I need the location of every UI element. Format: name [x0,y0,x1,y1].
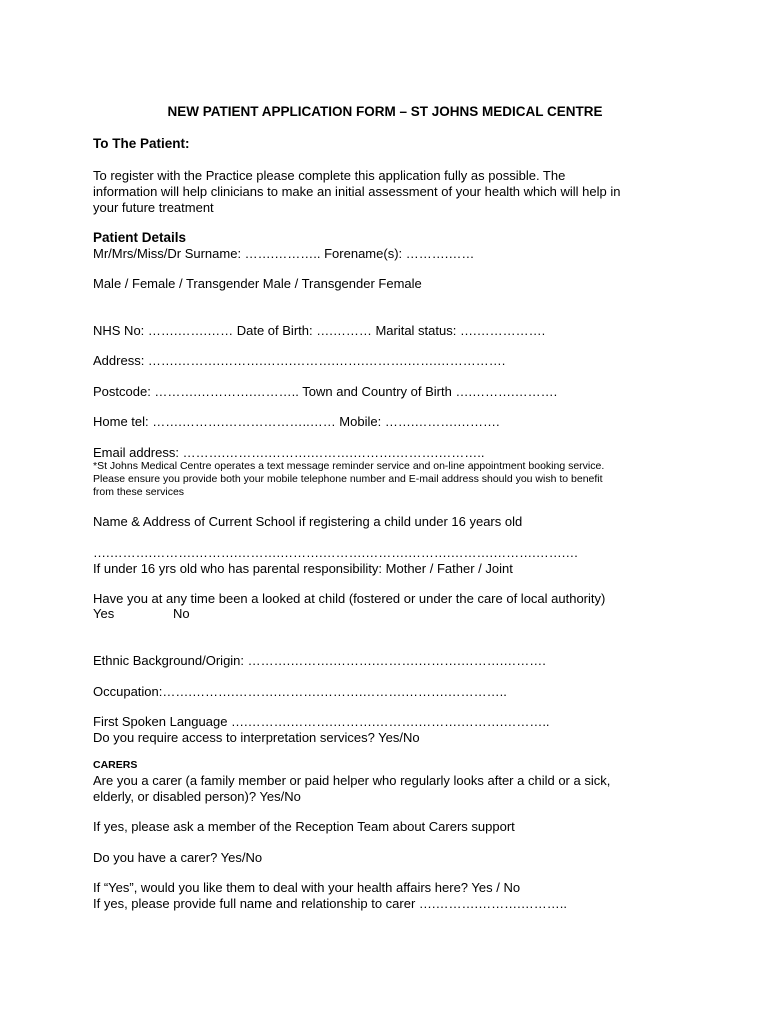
sms-note-line-1: *St Johns Medical Centre operates a text message reminder service and on-line appointment booking service. [93,460,605,472]
ethnic-background-field[interactable]: Ethnic Background/Origin: ……….……….……….……….……….……….………. [93,653,546,668]
looked-after-no-option[interactable]: No [173,606,190,621]
intro-line-1: To register with the Practice please complete this application fully as possible. The [93,168,566,183]
looked-after-yes-option[interactable]: Yes [93,606,115,621]
first-language-field[interactable]: First Spoken Language ….……….……….……….……….……….……….……….. [93,714,550,729]
to-patient-heading: To The Patient: [93,136,190,151]
interpretation-question[interactable]: Do you require access to interpretation services? Yes/No [93,730,420,745]
carers-support-note: If yes, please ask a member of the Reception Team about Carers support [93,819,515,834]
occupation-field[interactable]: Occupation:…….……….……….……….……….……….……….………….. [93,684,507,699]
carer-affairs-question[interactable]: If “Yes”, would you like them to deal with your health affairs here? Yes / No [93,880,521,895]
address-field[interactable]: Address: …….……….……….…….……….…….……….…….……………. [93,353,506,368]
parental-responsibility-options[interactable]: If under 16 yrs old who has parental responsibility: Mother / Father / Joint [93,561,513,576]
nhs-dob-marital-field[interactable]: NHS No: …….…….…… Date of Birth: ….……… Marital status: ….……………. [93,323,546,338]
have-carer-question[interactable]: Do you have a carer? Yes/No [93,850,263,865]
sms-note-line-3: from these services [93,486,185,498]
email-field[interactable]: Email address: ……….……….……….……….……….……….……….. [93,445,485,460]
carer-question-line-2[interactable]: elderly, or disabled person)? Yes/No [93,789,301,804]
home-tel-mobile-field[interactable]: Home tel: …….……….………………..…… Mobile: …….……….………. [93,414,500,429]
carer-question-line-1: Are you a carer (a family member or paid helper who regularly looks after a child or a sick, [93,773,611,788]
postcode-field[interactable]: Postcode: ……….………….……….. Town and Country of Birth ….……….………. [93,384,558,399]
school-question: Name & Address of Current School if registering a child under 16 years old [93,514,523,529]
looked-after-question: Have you at any time been a looked at child (fostered or under the care of local authority) [93,591,606,606]
carers-heading: CARERS [93,759,138,771]
patient-details-heading: Patient Details [93,230,187,245]
intro-line-2: information will help clinicians to make an initial assessment of your health which will help in [93,184,621,199]
school-field[interactable]: ….……….……….……….……….……….……….……….……….……….……….…….… [93,545,579,560]
intro-line-3: your future treatment [93,200,214,215]
surname-field[interactable]: Mr/Mrs/Miss/Dr Surname: …….……….. Forename(s): ……….…… [93,246,475,261]
carer-name-field[interactable]: If yes, please provide full name and relationship to carer ….……….……….……….. [93,896,567,911]
sms-note-line-2: Please ensure you provide both your mobile telephone number and E-mail address should you wish to benefit [93,473,603,485]
form-title: NEW PATIENT APPLICATION FORM – ST JOHNS MEDICAL CENTRE [167,104,603,119]
gender-options[interactable]: Male / Female / Transgender Male / Transgender Female [93,276,422,291]
